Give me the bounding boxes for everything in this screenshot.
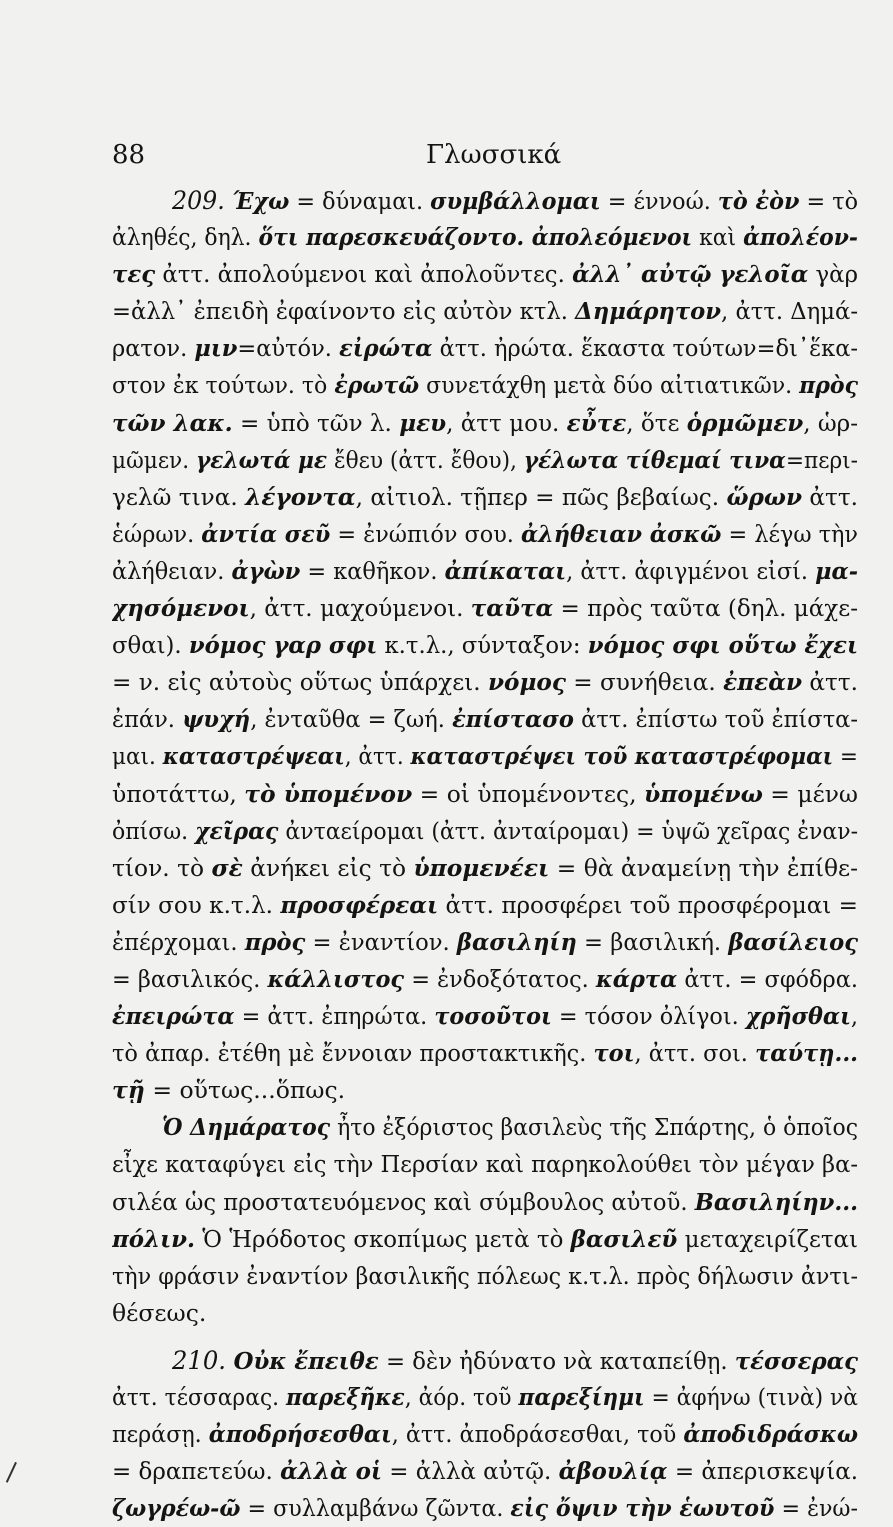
gloss-text: ἀττ. ἐπίστω τοῦ ἐπίστα- bbox=[573, 705, 858, 734]
gloss-text: , ἀόρ. τοῦ bbox=[404, 1383, 519, 1411]
headword: τὸ ἐὸν bbox=[717, 187, 800, 215]
text-line bbox=[112, 367, 858, 404]
gloss-text: , ὅτε bbox=[626, 408, 687, 437]
headword: χρῆσθαι bbox=[745, 1002, 851, 1031]
headword: χεῖρας bbox=[195, 816, 279, 845]
gloss-text: = ἀττ. ἐπηρώτα. bbox=[234, 1002, 435, 1031]
gloss-text: = μένω bbox=[762, 779, 858, 808]
text-line bbox=[112, 738, 858, 775]
headword: ἀγὼν bbox=[231, 556, 301, 585]
gloss-text: = δύναμαι. bbox=[289, 187, 431, 215]
text-line bbox=[112, 442, 858, 479]
headword: μα- bbox=[815, 556, 858, 585]
gloss-text: =περι- bbox=[785, 445, 858, 474]
gloss-text: = ἐναντίον. bbox=[305, 927, 457, 956]
gloss-text: = δραπετεύω. bbox=[112, 1457, 281, 1486]
text-line bbox=[112, 1072, 858, 1109]
gloss-text: τίον. τὸ bbox=[112, 853, 212, 882]
text-line bbox=[112, 627, 858, 664]
gloss-text: = ἀλλὰ αὐτῷ. bbox=[381, 1457, 559, 1486]
commentary-text bbox=[112, 182, 858, 1527]
text-line bbox=[112, 182, 858, 219]
gloss-text: = ἀπερισκεψία. bbox=[667, 1457, 858, 1486]
headword: μιν bbox=[194, 334, 238, 363]
gloss-text: ἑώρων. bbox=[112, 519, 202, 548]
headword: πρὸς bbox=[799, 371, 858, 400]
headword: ὥρων bbox=[726, 482, 803, 511]
running-title: Γλωσσικά bbox=[426, 140, 562, 170]
text-line bbox=[112, 590, 858, 627]
gloss-text: , ἀττ. σοι. bbox=[634, 1039, 756, 1068]
headword: βασιληίη bbox=[456, 927, 577, 956]
page-header bbox=[112, 140, 762, 180]
headword: λέγοντα bbox=[245, 482, 356, 511]
headword: Έχω bbox=[232, 187, 290, 215]
text-line bbox=[112, 961, 858, 998]
gloss-text: , ἀττ. Δημά- bbox=[721, 297, 858, 326]
text-line bbox=[112, 998, 858, 1035]
headword: κάλλιστος bbox=[267, 964, 405, 993]
text-line bbox=[112, 1379, 858, 1416]
gloss-text: ἀττ. bbox=[802, 482, 858, 511]
headword: τοσοῦτοι bbox=[434, 1002, 552, 1031]
text-line bbox=[112, 776, 858, 813]
gloss-text: ἔθευ (ἀττ. ἔθου), bbox=[327, 445, 524, 474]
gloss-text: = έννοώ. bbox=[600, 187, 718, 215]
text-line bbox=[112, 664, 858, 701]
gloss-text: = ἐνώπιόν σου. bbox=[330, 519, 521, 548]
gloss-text: = bbox=[833, 742, 858, 771]
gloss-text: = καθῆκον. bbox=[300, 556, 445, 585]
gloss-text: ἀνήκει εἰς τὸ bbox=[242, 853, 414, 882]
gloss-text: μεταχειρίζεται bbox=[677, 1224, 858, 1253]
gloss-text: = θὰ ἀναμείνῃ τὴν ἐπίθε- bbox=[549, 853, 858, 882]
headword: ἐπειρώτα bbox=[112, 1002, 235, 1031]
headword: Βασιληίην... bbox=[694, 1187, 858, 1216]
page-number: 88 bbox=[112, 140, 146, 170]
gloss-text: στον ἐκ τούτων. τὸ bbox=[112, 371, 335, 400]
headword: γελωτά με bbox=[195, 445, 328, 474]
headword: κάρτα bbox=[595, 964, 678, 993]
headword: ἀλλ᾽ αὐτῷ γελοῖα bbox=[572, 260, 809, 289]
gloss-text: = συνήθεια. bbox=[565, 668, 724, 697]
gloss-text: ἀληθές, δηλ. bbox=[112, 223, 259, 252]
gloss-text: γελῶ τινα. bbox=[112, 482, 246, 511]
text-line bbox=[112, 1342, 858, 1379]
text-line bbox=[112, 1146, 858, 1183]
gloss-text: , ἀττ. ἀποδράσεσθαι, τοῦ bbox=[391, 1420, 684, 1449]
gloss-text: ἀττ. ἠρώτα. ἕκαστα τούτων=δι᾽ἕκα- bbox=[432, 334, 858, 363]
headword: ἀβουλίᾳ bbox=[558, 1457, 668, 1486]
text-line bbox=[112, 887, 858, 924]
text-line bbox=[112, 1453, 858, 1490]
gloss-text: , ἐνταῦθα = ζωή. bbox=[250, 705, 453, 734]
headword: εἰς ὄψιν τὴν ἑωυτοῦ bbox=[510, 1494, 775, 1523]
gloss-text: = τὸ bbox=[799, 187, 858, 215]
gloss-text: κ.τ.λ., σύνταξον: bbox=[377, 631, 588, 660]
headword: ὑπομενέει bbox=[413, 853, 550, 882]
headword: ἐρωτῶ bbox=[334, 371, 420, 400]
gloss-text: = δὲν ἠδύνατο νὰ καταπείθῃ. bbox=[378, 1346, 735, 1375]
gloss-text: = βασιλική. bbox=[576, 927, 729, 956]
headword: προσφέρεαι bbox=[280, 890, 439, 919]
text-line bbox=[112, 553, 858, 590]
headword: νόμος γαρ σφι bbox=[188, 631, 378, 660]
headword: νόμος σφι οὕτω ἔχει bbox=[587, 631, 858, 660]
headword: καταστρέψει τοῦ καταστρέφομαι bbox=[410, 742, 834, 771]
gloss-text: τὸ ἀπαρ. ἐτέθη μὲ ἔννοιαν προστακτικῆς. bbox=[112, 1039, 594, 1068]
gloss-text: σθαι). bbox=[112, 631, 189, 660]
gloss-text: = λέγω τὴν bbox=[721, 519, 858, 548]
gloss-text: , bbox=[850, 1002, 858, 1031]
headword: ζωγρέω-ῶ bbox=[112, 1494, 241, 1523]
gloss-text: σίν σου κ.τ.λ. bbox=[112, 890, 281, 919]
gloss-text: τὴν φράσιν ἐναντίον βασιλικῆς πόλεως κ.τ.λ. πρὸς δήλωσιν ἀντι- bbox=[112, 1261, 858, 1290]
headword: μευ bbox=[399, 408, 447, 437]
headword: χησόμενοι bbox=[112, 594, 250, 623]
gloss-text: =ἀλλ᾽ ἐπειδὴ ἐφαίνοντο εἰς αὐτὸν κτλ. bbox=[112, 297, 576, 326]
headword: τῇ bbox=[112, 1076, 145, 1105]
gloss-text: , ἀττ. ἀφιγμένοι εἰσί. bbox=[566, 556, 816, 585]
gloss-text: συνετάχθη μετὰ δύο αἰτιατικῶν. bbox=[419, 371, 800, 400]
headword: πρὸς bbox=[244, 927, 306, 956]
text-line bbox=[112, 701, 858, 738]
gloss-text: = οἱ ὑπομένοντες, bbox=[412, 779, 645, 808]
gloss-text: θέσεως. bbox=[112, 1298, 207, 1327]
gloss-text: ἀττ. τέσσαρας. bbox=[112, 1383, 286, 1411]
headword: συμβάλλομαι bbox=[430, 187, 601, 215]
text-line bbox=[112, 330, 858, 367]
gloss-text: , ὡρ- bbox=[803, 408, 858, 437]
gloss-text: = πρὸς ταῦτα (δηλ. μάχε- bbox=[553, 594, 858, 623]
gloss-text: = ἀφήνω (τινὰ) νὰ bbox=[644, 1383, 858, 1411]
margin-mark bbox=[6, 1462, 24, 1486]
headword: τοι bbox=[593, 1039, 635, 1068]
gloss-text: μαι. bbox=[112, 742, 163, 771]
gloss-text: , ἀττ. bbox=[344, 742, 411, 771]
headword: Ὁ Δημάρατος bbox=[162, 1113, 331, 1142]
headword: ὅτι παρεσκευάζοντο. ἀπολεόμενοι bbox=[258, 223, 693, 252]
headword: τῶν λακ. bbox=[112, 408, 233, 437]
gloss-text: ἀττ. ἀπολούμενοι καὶ ἀπολοῦντες. bbox=[155, 260, 573, 289]
gloss-text: ἀνταείρομαι (ἀττ. ἀνταίρομαι) = ὑψῶ χεῖρας ἐναν- bbox=[278, 816, 858, 845]
headword: παρεξίημι bbox=[518, 1383, 645, 1411]
gloss-text: μῶμεν. bbox=[112, 445, 196, 474]
headword: ἐπίστασο bbox=[452, 705, 574, 734]
headword: σὲ bbox=[211, 853, 243, 882]
headword: Οὐκ ἔπειθε bbox=[233, 1346, 379, 1375]
headword: ἀπίκαται bbox=[444, 556, 567, 585]
headword: ἐπεὰν bbox=[723, 668, 803, 697]
headword: ἀντία σεῦ bbox=[201, 519, 331, 548]
headword: νόμος bbox=[487, 668, 566, 697]
gloss-text: = συλλαμβάνω ζῶντα. bbox=[240, 1494, 511, 1523]
headword: ὑπομένω bbox=[644, 779, 763, 808]
text-line bbox=[112, 256, 858, 293]
headword: ταύτῃ... bbox=[755, 1039, 858, 1068]
headword: τὸ ὑπομένον bbox=[244, 779, 413, 808]
text-line bbox=[112, 1258, 858, 1295]
gloss-text: = βασιλικός. bbox=[112, 964, 268, 993]
headword: ἀποδιδράσκω bbox=[683, 1420, 858, 1449]
text-line bbox=[112, 405, 858, 442]
headword: γέλωτα τίθεμαί τινα bbox=[523, 445, 786, 474]
headword: Δημάρητον bbox=[575, 297, 722, 326]
headword: ἀποδρήσεσθαι bbox=[208, 1420, 392, 1449]
text-line bbox=[112, 924, 858, 961]
headword: παρεξῆκε bbox=[285, 1383, 405, 1411]
gloss-text: γὰρ bbox=[808, 260, 858, 289]
gloss-text: ἀττ. bbox=[802, 668, 858, 697]
gloss-text: , ἀττ. μαχούμενοι. bbox=[249, 594, 471, 623]
gloss-text: ἐπέρχομαι. bbox=[112, 927, 245, 956]
gloss-text: περάσῃ. bbox=[112, 1420, 209, 1449]
text-line bbox=[112, 1416, 858, 1453]
text-line bbox=[112, 1295, 858, 1332]
text-line bbox=[112, 1184, 858, 1221]
gloss-text: = ἐνδοξότατος. bbox=[404, 964, 596, 993]
gloss-text: ἀττ. = σφόδρα. bbox=[677, 964, 858, 993]
gloss-text: σιλέα ὡς προστατευόμενος καὶ σύμβουλος αὐτοῦ. bbox=[112, 1187, 695, 1216]
gloss-text: ἦτο ἐξόριστος βασιλεὺς τῆς Σπάρτης, ὁ ὁποῖος bbox=[330, 1113, 858, 1142]
gloss-text: = τόσον ὀλίγοι. bbox=[551, 1002, 746, 1031]
gloss-text: ρατον. bbox=[112, 334, 195, 363]
text-line bbox=[112, 516, 858, 553]
gloss-text: καὶ bbox=[692, 223, 744, 252]
gloss-text: , ἀττ μου. bbox=[446, 408, 567, 437]
headword: τέσσερας bbox=[734, 1346, 858, 1375]
gloss-text: = ν. εἰς αὐτοὺς οὕτως ὑπάρχει. bbox=[112, 668, 488, 697]
text-line bbox=[112, 293, 858, 330]
text-line bbox=[112, 813, 858, 850]
text-line bbox=[112, 1221, 858, 1258]
section-number: 210. bbox=[172, 1345, 234, 1375]
gloss-text: ὀπίσω. bbox=[112, 816, 196, 845]
gloss-text: = ἐνώ- bbox=[774, 1494, 858, 1523]
text-line bbox=[112, 1490, 858, 1527]
text-line bbox=[112, 1109, 858, 1146]
gloss-text: ἀττ. προσφέρει τοῦ προσφέρομαι = bbox=[438, 890, 858, 919]
text-line bbox=[112, 219, 858, 256]
headword: ἀλλὰ οἱ bbox=[280, 1457, 382, 1486]
gloss-text: , αἰτιολ. τῇπερ = πῶς βεβαίως. bbox=[355, 482, 727, 511]
gloss-text: ἐπάν. bbox=[112, 705, 183, 734]
headword: εἰρώτα bbox=[339, 334, 433, 363]
headword: ἀλήθειαν ἀσκῶ bbox=[520, 519, 722, 548]
gloss-text: Ὁ Ἡρόδοτος σκοπίμως μετὰ τὸ bbox=[195, 1224, 571, 1253]
text-line bbox=[112, 1035, 858, 1072]
gloss-text: ὑποτάττω, bbox=[112, 779, 245, 808]
gloss-text: εἶχε καταφύγει εἰς τὴν Περσίαν καὶ παρηκολούθει τὸν μέγαν βα- bbox=[112, 1150, 858, 1179]
section-gap bbox=[112, 1332, 858, 1342]
text-line bbox=[112, 479, 858, 516]
headword: καταστρέψεαι bbox=[162, 742, 345, 771]
headword: ἀπολέον- bbox=[743, 223, 858, 252]
gloss-text: = ὑπὸ τῶν λ. bbox=[232, 408, 400, 437]
headword: ταῦτα bbox=[470, 594, 554, 623]
headword: βασιλεῦ bbox=[570, 1224, 678, 1253]
gloss-text: ἀλήθειαν. bbox=[112, 556, 232, 585]
headword: ὁρμῶμεν bbox=[686, 408, 804, 437]
headword: πόλιν. bbox=[112, 1224, 196, 1253]
gloss-text: =αὐτόν. bbox=[237, 334, 340, 363]
section-number: 209. bbox=[172, 186, 233, 215]
headword: βασίλειος bbox=[728, 927, 858, 956]
headword: εὖτε bbox=[566, 408, 627, 437]
gloss-text: = οὕτως...ὅπως. bbox=[144, 1076, 346, 1105]
text-line bbox=[112, 850, 858, 887]
headword: τες bbox=[112, 260, 156, 289]
headword: ψυχή bbox=[182, 705, 251, 734]
